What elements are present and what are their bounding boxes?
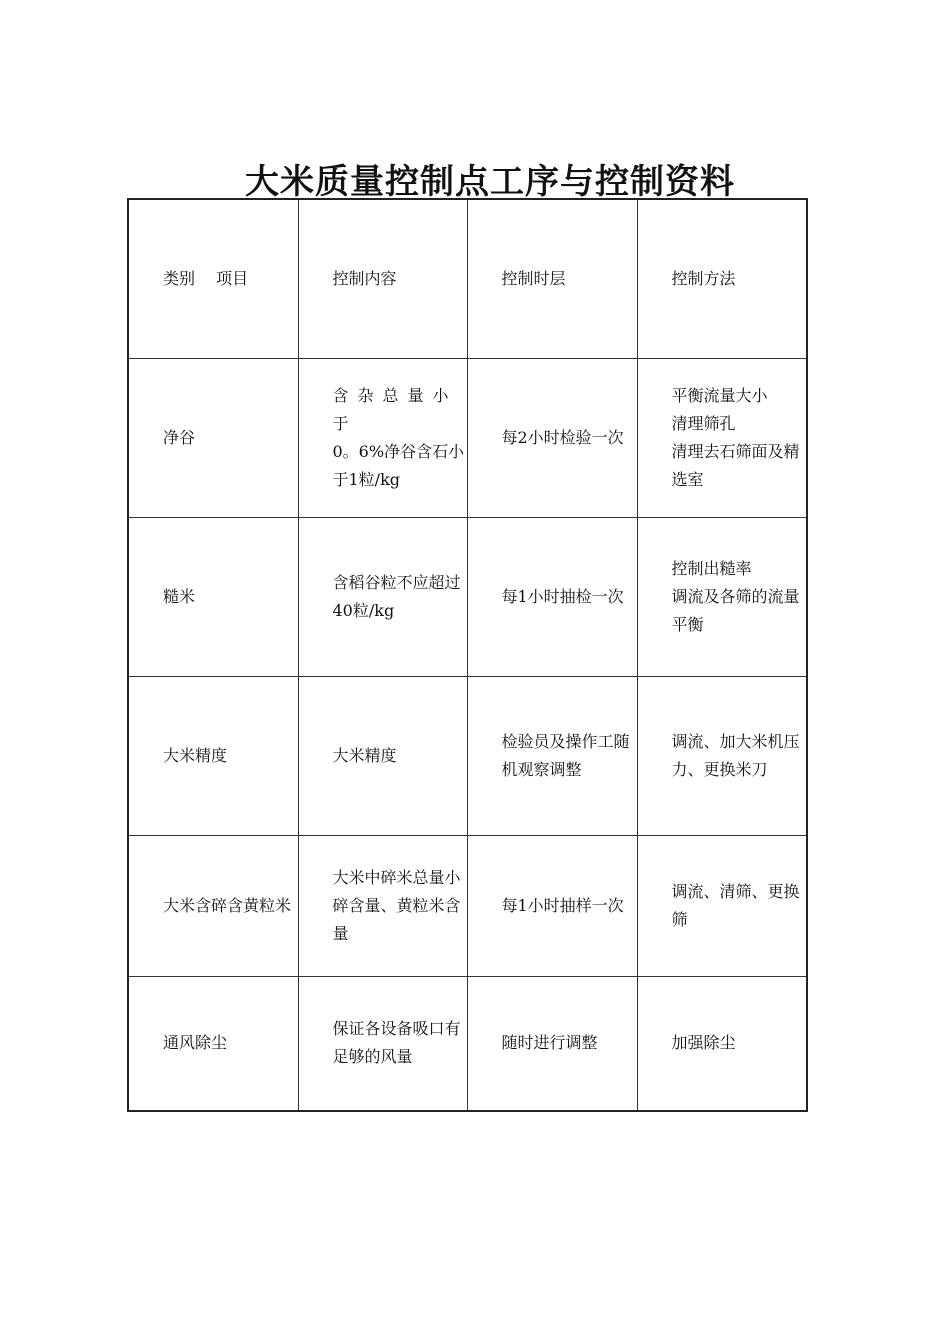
header-category: 类别 项目 bbox=[128, 199, 298, 358]
row-method: 调流、清筛、更换 筛 bbox=[637, 835, 807, 976]
row-content: 大米精度 bbox=[298, 676, 467, 835]
row-timing: 每1小时抽检一次 bbox=[467, 517, 637, 676]
table-row bbox=[128, 976, 807, 1111]
row-timing: 每2小时检验一次 bbox=[467, 358, 637, 517]
row-content: 保证各设备吸口有 足够的风量 bbox=[298, 976, 467, 1111]
control-table bbox=[127, 198, 808, 1112]
header-method: 控制方法 bbox=[637, 199, 807, 358]
row-category: 大米含碎含黄粒米 bbox=[128, 835, 298, 976]
row-content-line1: 含杂总量小于 bbox=[332, 385, 458, 433]
row-content bbox=[298, 358, 467, 517]
table-row bbox=[128, 358, 807, 517]
row-method: 控制出糙率 调流及各筛的流量 平衡 bbox=[637, 517, 807, 676]
table-row bbox=[128, 835, 807, 976]
row-timing: 每1小时抽样一次 bbox=[467, 835, 637, 976]
row-timing: 随时进行调整 bbox=[467, 976, 637, 1111]
row-content-rest: 0。6%净谷含石小 于1粒/kg bbox=[332, 441, 465, 489]
row-method: 平衡流量大小 清理筛孔 清理去石筛面及精 选室 bbox=[637, 358, 807, 517]
row-timing: 检验员及操作工随 机观察调整 bbox=[467, 676, 637, 835]
table-row bbox=[128, 517, 807, 676]
table-header-row bbox=[128, 199, 807, 358]
row-category: 糙米 bbox=[128, 517, 298, 676]
row-method: 调流、加大米机压 力、更换米刀 bbox=[637, 676, 807, 835]
page-title: 大米质量控制点工序与控制资料 bbox=[245, 162, 735, 202]
header-content: 控制内容 bbox=[298, 199, 467, 358]
table-row bbox=[128, 676, 807, 835]
row-category: 净谷 bbox=[128, 358, 298, 517]
header-timing: 控制时层 bbox=[467, 199, 637, 358]
row-category: 大米精度 bbox=[128, 676, 298, 835]
row-content: 含稻谷粒不应超过 40粒/kg bbox=[298, 517, 467, 676]
row-category: 通风除尘 bbox=[128, 976, 298, 1111]
row-method: 加强除尘 bbox=[637, 976, 807, 1111]
row-content: 大米中碎米总量小 碎含量、黄粒米含 量 bbox=[298, 835, 467, 976]
